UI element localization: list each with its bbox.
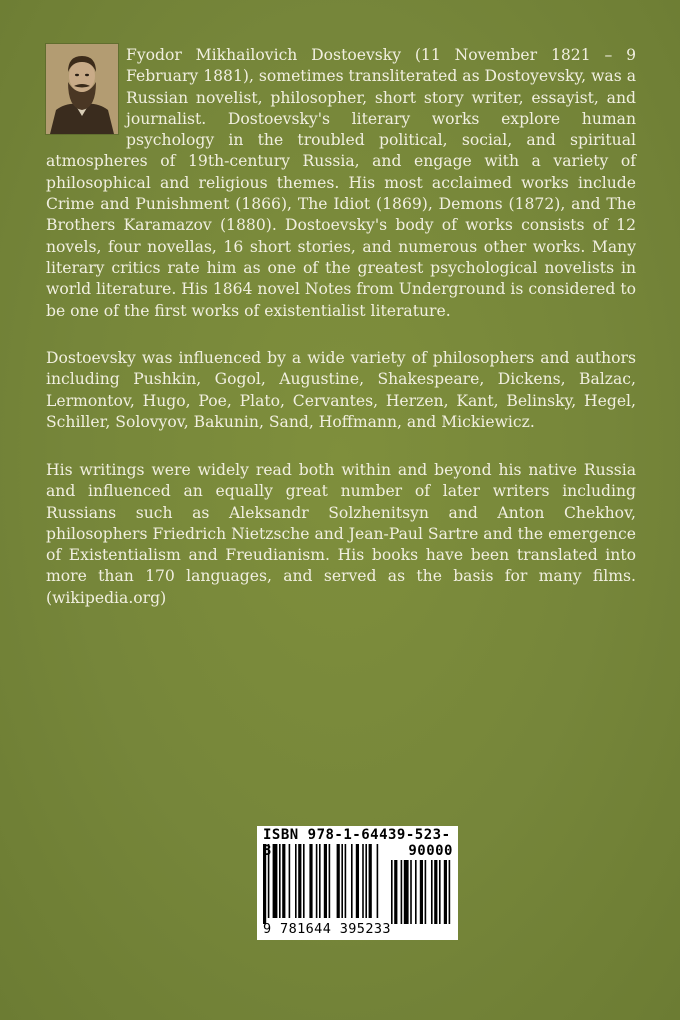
isbn-barcode	[257, 826, 458, 940]
barcode-digits: 9 781644 395233	[263, 921, 391, 937]
isbn-label: ISBN 978-1-64439-523-3	[263, 827, 451, 859]
biography-paragraph-1: Fyodor Mikhailovich Dostoevsky (11 November 1821 – 9 February 1881), sometimes transliterated as Dostoyevsky, was a Russian novelist, philosopher, short story writer, essayist, and journalist. Dostoevsky's literary works explore human psychology in the troubled political, social, and spiritual atmospheres of 19th-century Russia, and engage with a variety of philosophical and religious themes. His most acclaimed works include Crime and Punishment (1866), The Idiot (1869), Demons (1872), and The Brothers Karamazov (1880). Dostoevsky's body of works consists of 12 novels, four novellas, 16 short stories, and numerous other works. Many literary critics rate him as one of the greatest psychological novelists in world literature. His 1864 novel Notes from Underground is considered to be one of the first works of existentialist literature.	[46, 46, 636, 320]
price-code: 90000	[408, 843, 453, 859]
biography-paragraph-2: Dostoevsky was influenced by a wide variety of philosophers and authors including Pushkin, Gogol, Augustine, Shakespeare, Dickens, Balzac, Lermontov, Hugo, Poe, Plato, Cervantes, Herzen, Kant, Belinsky, Hegel, Schiller, Solovyov, Bakunin, Sand, Hoffmann, and Mickiewicz.	[46, 349, 636, 431]
biography-paragraph-3: His writings were widely read both within and beyond his native Russia and influenced an equally great number of later writers including Russians such as Aleksandr Solzhenitsyn and Anton Chekhov, philosophers Friedrich Nietzsche and Jean-Paul Sartre and the emergence of Existentialism and Freudianism. His books have been translated into more than 170 languages, and served as the basis for many films. (wikipedia.org)	[46, 461, 636, 607]
